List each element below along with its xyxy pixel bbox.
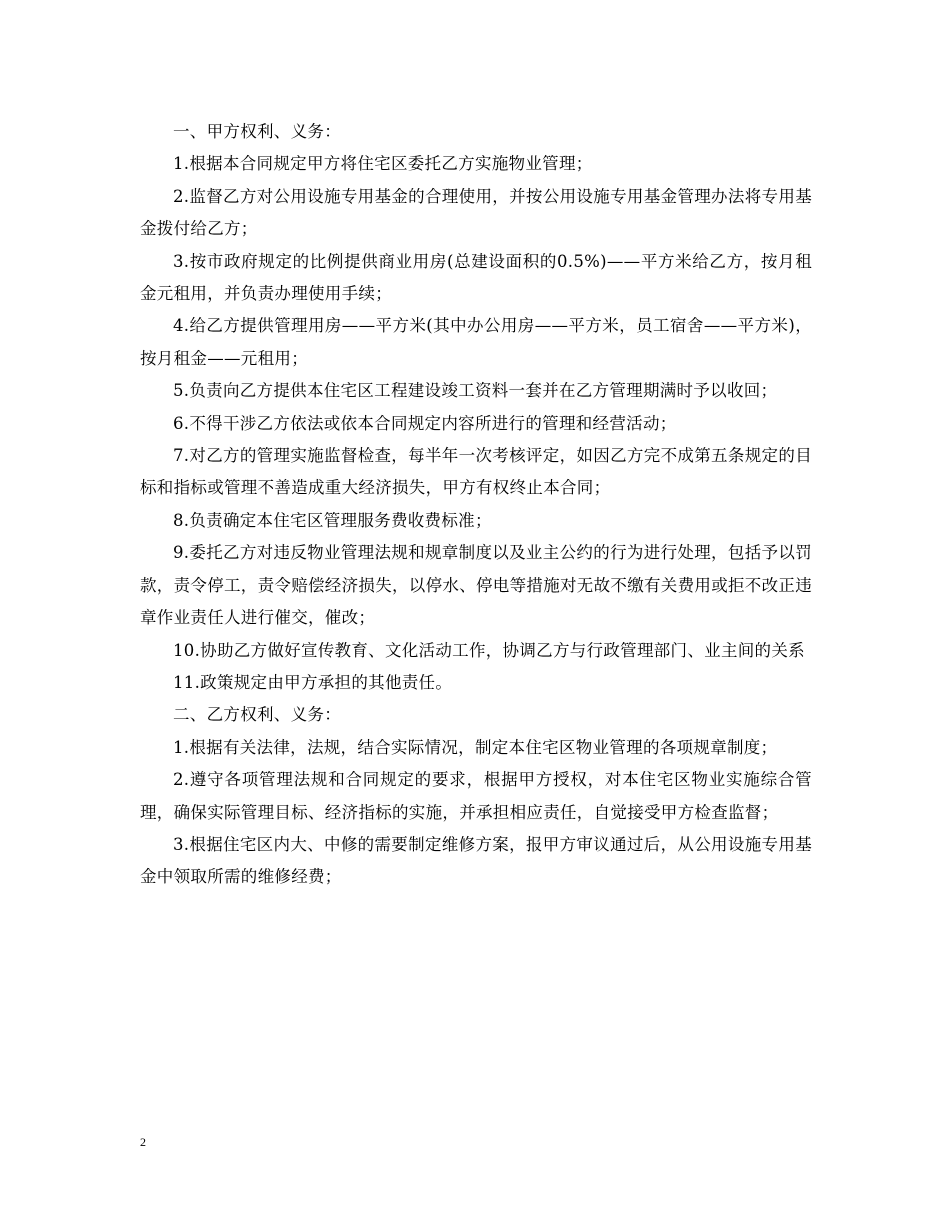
paragraph: 6.不得干涉乙方依法或依本合同规定内容所进行的管理和经营活动； [173,413,677,433]
paragraph: 10.协助乙方做好宣传教育、文化活动工作，协调乙方与行政管理部门、业主间的关系 [173,640,805,660]
paragraph: 3.按市政府规定的比例提供商业用房(总建设面积的0.5%)——平方米给乙方，按月租金元租用，并负责办理使用手续； [140,251,812,304]
paragraph: 5.负责向乙方提供本住宅区工程建设竣工资料一套并在乙方管理期满时予以收回； [173,381,778,401]
paragraph: 11.政策规定由甲方承担的其他责任。 [173,672,453,692]
paragraph: 9.委托乙方对违反物业管理法规和规章制度以及业主公约的行为进行处理，包括予以罚款，责令停工，责令赔偿经济损失，以停水、停电等措施对无故不缴有关费用或拒不改正违章作业责任人进行催交，催改； [140,543,812,628]
paragraph: 7.对乙方的管理实施监督检查，每半年一次考核评定，如因乙方完不成第五条规定的目标和指标或管理不善造成重大经济损失，甲方有权终止本合同； [140,446,812,498]
paragraph: 4.给乙方提供管理用房——平方米(其中办公用房——平方米，员工宿舍——平方米)，按月租金——元租用； [140,316,812,368]
paragraph: 2.监督乙方对公用设施专用基金的合理使用，并按公用设施专用基金管理办法将专用基金拨付给乙方； [140,186,812,239]
paragraph: 8.负责确定本住宅区管理服务费收费标准； [173,510,492,530]
page-number: 2 [140,1135,146,1149]
section-heading-party-b: 二、乙方权利、义务： [173,705,341,725]
paragraph: 1.根据本合同规定甲方将住宅区委托乙方实施物业管理； [173,154,593,174]
document-body [140,116,812,894]
paragraph: 3.根据住宅区内大、中修的需要制定维修方案，报甲方审议通过后，从公用设施专用基金中领取所需的维修经费； [140,834,812,887]
paragraph: 1.根据有关法律，法规，结合实际情况，制定本住宅区物业管理的各项规章制度； [173,737,778,757]
section-heading-party-a: 一、甲方权利、义务： [173,122,341,141]
paragraph: 2.遵守各项管理法规和合同规定的要求，根据甲方授权，对本住宅区物业实施综合管理，确保实际管理目标、经济指标的实施，并承担相应责任，自觉接受甲方检查监督； [140,770,812,822]
